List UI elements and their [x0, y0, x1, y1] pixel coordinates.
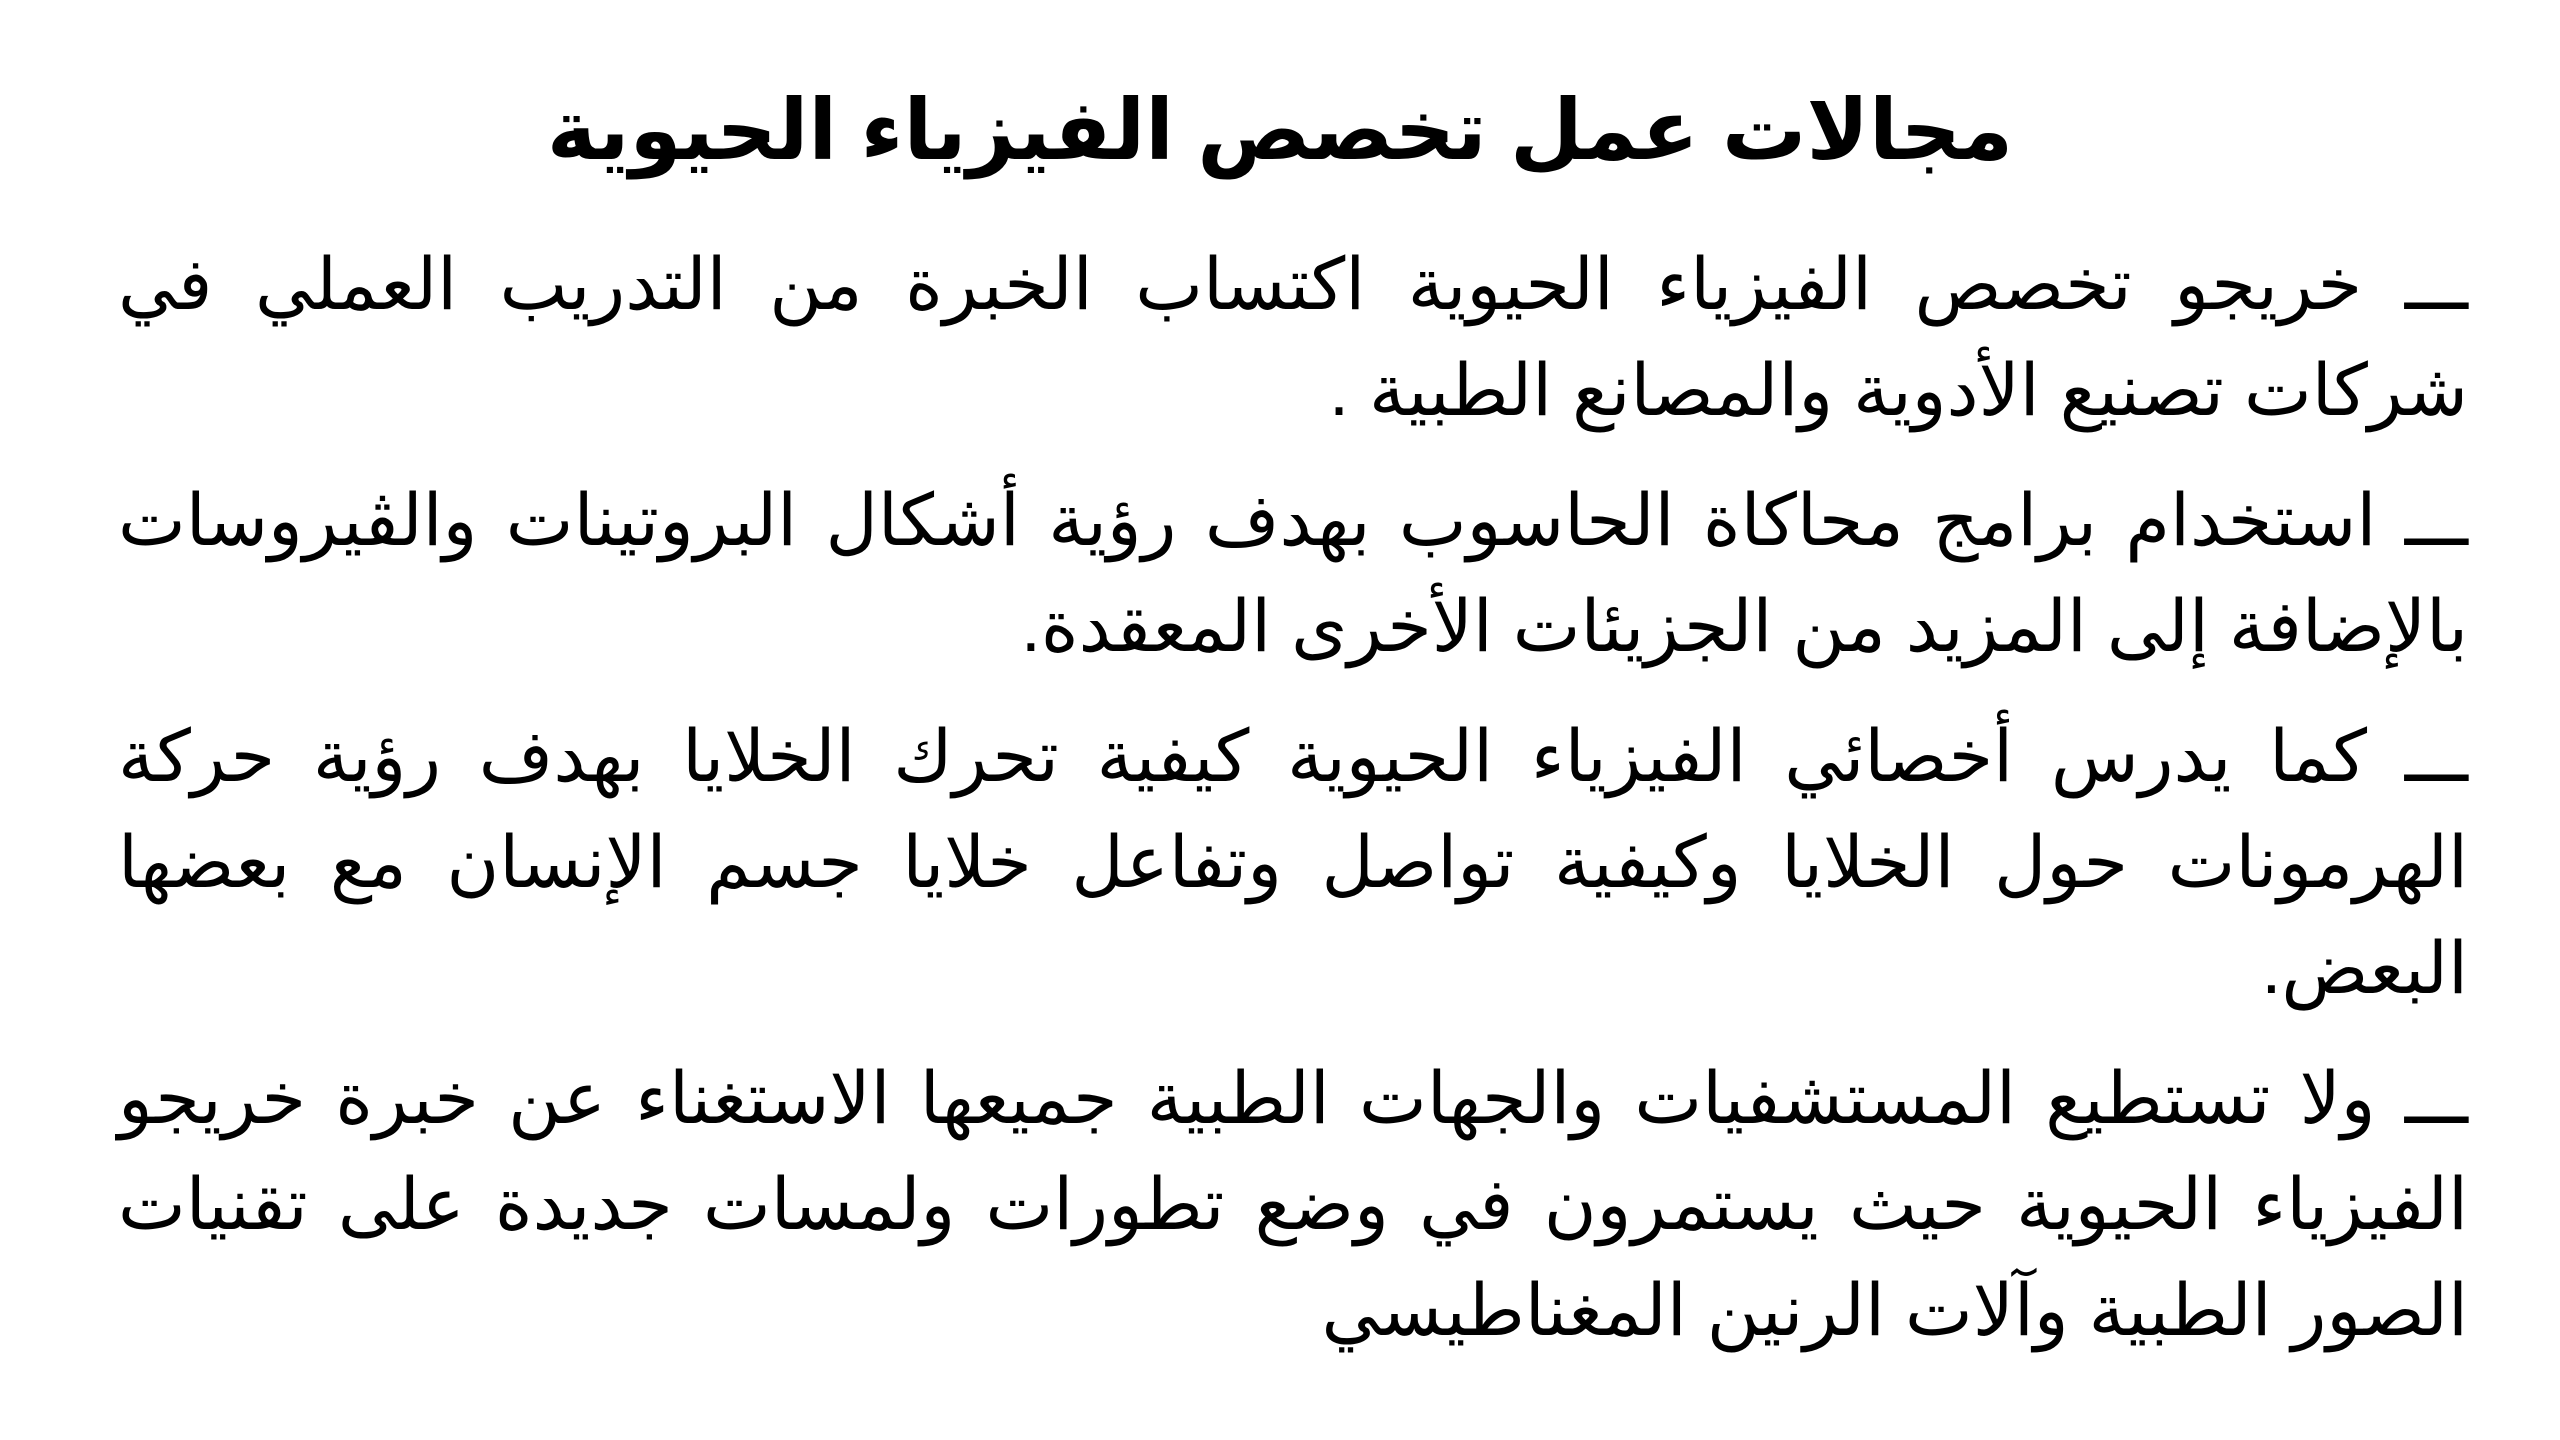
- paragraph-computer-simulation: ـــ استخدام برامج محاكاة الحاسوب بهدف رؤية أشكال البروتينات والڤيروسات بالإضافة إلى المزيد من الجزيئات الأخرى المعقدة.: [118, 481, 2468, 667]
- slide-body: [118, 232, 2468, 1364]
- paragraph-medical-imaging: ـــ ولا تستطيع المستشفيات والجهات الطبية جميعها الاستغناء عن خبرة خريجو الفيزياء الحيوية حيث يستمرون في وضع تطورات ولمسات جديدة على تقنيات الصور الطبية وآلات الرنين المغناطيسي: [118, 1059, 2468, 1351]
- paragraph-industry-training: ـــ خريجو تخصص الفيزياء الحيوية اكتساب الخبرة من التدريب العملي في شركات تصنيع الأدوية والمصانع الطبية .: [118, 245, 2468, 431]
- slide-title: مجالات عمل تخصص الفيزياء الحيوية: [546, 83, 2014, 177]
- paragraph-cell-movement: ـــ كما يدرس أخصائي الفيزياء الحيوية كيفية تحرك الخلايا بهدف رؤية حركة الهرمونات حول الخلايا وكيفية تواصل وتفاعل خلايا جسم الإنسان مع بعضها البعض.: [118, 717, 2468, 1009]
